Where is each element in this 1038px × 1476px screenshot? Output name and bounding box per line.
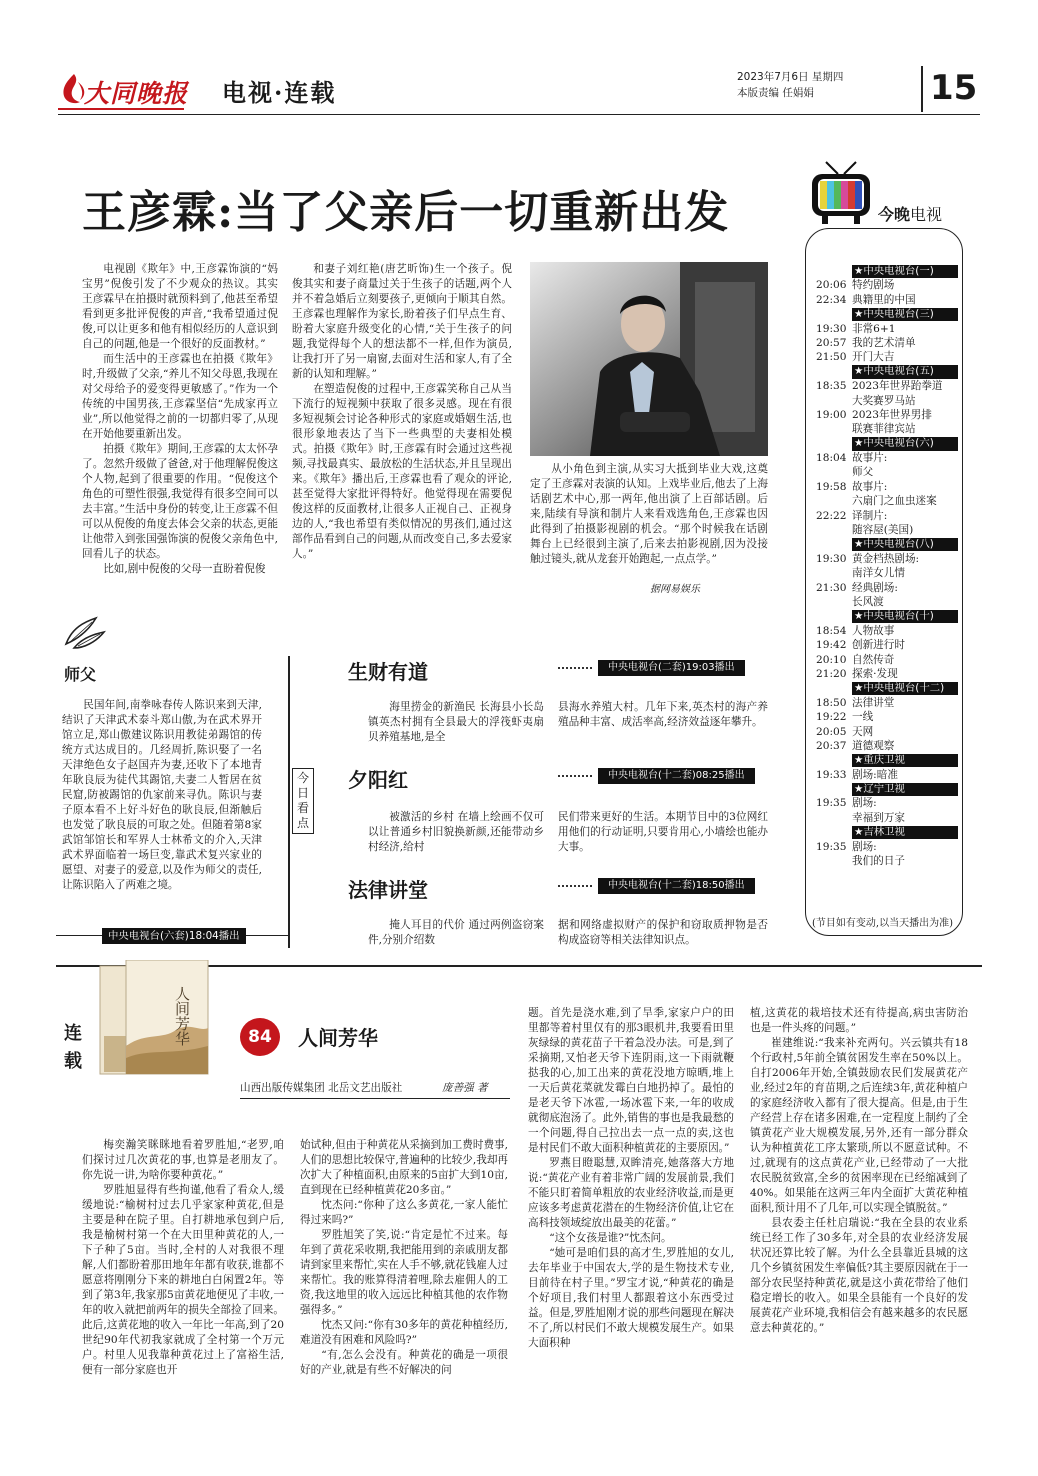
feature-paragraph: 在塑造倪俊的过程中,王彦霖笑称自己从当下流行的短视频中获取了很多灵感。现在有很多短视频会讨论各种形式的家庭或婚姻生活,也很形象地表达了当下一些典型的夫妻相处模式。拍摄《欺年》时,王彦霖有时会通过这些视频,寻找最真实、最放松的生活状态,并且呈现出来。《欺年》播出后,王彦霖也看了观众的评论,甚至觉得大家批评得特好。他觉得现在需要倪俊这样的反面教材,让很多人正视自己、正视身边的人,“我也希望有类似情况的男孩们,通过这部作品看到自己的问题,从而改变自己,多去爱家人。”: [292, 383, 512, 560]
issue-date: 2023年7月6日 星期四: [737, 71, 844, 83]
tv-program-name: 一线: [852, 711, 874, 724]
logo-underline: [58, 108, 184, 110]
tv-program-row: [812, 768, 958, 782]
serial-paragraph: 植,这黄花的栽培技术还有待提高,病虫害防治也是一件头疼的问题。”: [750, 1007, 968, 1034]
tv-program-time: [812, 394, 852, 408]
program-airtime-text: 中央电视台(十二套)08:25播出: [598, 768, 755, 784]
tv-program-time: [812, 811, 852, 825]
tv-program-time: 19:58: [816, 480, 847, 493]
tv-program-row: [812, 854, 958, 868]
section-title: 电视·连载: [222, 78, 337, 107]
tv-program-time: 20:05: [816, 725, 847, 738]
tv-program-name: 故事片:: [852, 480, 888, 493]
tv-program-row: [812, 394, 958, 408]
serial-paragraph: 始试种,但由于种黄花从采摘到加工费时费事,人们的思想比较保守,普遍种的比较少,我却再次扩大了种植面积,由原来的5亩扩大到10亩,直到现在已经种植黄花20多亩。”: [300, 1139, 508, 1196]
tv-program-name: 道德观察: [852, 739, 895, 752]
tv-program-name: 南洋女儿情: [852, 567, 905, 580]
tv-program-time: 22:34: [816, 293, 847, 306]
feature-paragraph: 电视剧《欺年》中,王彦霖饰演的“妈宝男”倪俊引发了不少观众的热议。其实王彦霖早在拍摄时就预料到了,他甚至希望看到更多批评倪俊的声音,“我希望通过倪俊,可以让更多和他有相似经历的人意识到自己的问题,他是一个很好的反面教材。”: [82, 263, 278, 350]
movie-title: 师父: [64, 665, 97, 684]
logo-text: 大同晚报: [84, 79, 189, 108]
tv-tonight-title-bold: 今晚: [878, 205, 911, 224]
serial-paragraph: 题。首先是浇水难,到了旱季,家家户户的田里都等着村里仅有的那3眼机井,我要看田里灰绿绿的黄花苗子干着急没办法。可是,到了采摘期,又怕老天爷下连阴雨,这一下雨就鞭挞我的心,加工出来的黄花没地方晾晒,堆上一天后黄花菜就发霉白白地扔掉了。最怕的是老天爷下冰雹,一场冰雹下来,一年的收成就彻底泡汤了。此外,销售的事也是我最愁的一个问题,得自己拉出去一点一点的卖,这也是村民们不敢大面积种植黄花的主要原因。”: [528, 1007, 734, 1154]
tv-program-time: [812, 422, 852, 436]
feature-paragraph: 和妻子刘红艳(唐艺昕饰)生一个孩子。倪俊其实和妻子商量过关于生孩子的话题,两个人并不着急婚后立刻要孩子,更倾向于顺其自然。王彦霖也理解作为家长,盼着孩子们早点生育、盼着大家庭升级变化的心情,“关于生孩子的问题,我觉得每个人的想法都不一样,但作为演员,让我打开了另一扇窗,去面对生活和家人,有了全新的认知和理解。”: [292, 263, 512, 380]
tv-program-row: [812, 322, 958, 336]
tv-channel-header: ★中央电视台(六): [852, 437, 958, 450]
serial-paragraph: 罗胜旭笑了笑,说:“肯定是忙不过来。每年到了黄花采收期,我把能用到的亲戚朋友都请到家里来帮忙,实在人手不够,就花钱雇人过来帮忙。我的账算得清着哩,除去雇佣人的工资,我这地里的收入远远比种植其他的农作物强得多。”: [300, 1229, 508, 1316]
program-airtime-text: 中央电视台(二套)19:03播出: [598, 660, 745, 676]
tv-program-row: [812, 523, 958, 537]
header-rule: [58, 114, 980, 115]
tv-program-row: [812, 451, 958, 465]
tv-schedule-list: [812, 264, 958, 868]
program-title: 夕阳红: [348, 768, 408, 792]
tv-program-name: 2023年世界跆拳道: [852, 380, 943, 393]
serial-column-4: [750, 1006, 968, 1430]
tv-program-name: 幸福到万家: [852, 811, 905, 824]
tv-program-row: [812, 422, 958, 436]
tv-program-time: 20:57: [816, 336, 847, 349]
tv-tonight-title-rest: 电视: [910, 205, 943, 224]
tv-program-row: [812, 638, 958, 652]
movie-synopsis-text: 民国年间,南拳咏春传人陈识来到天津,结识了天津武术泰斗郑山傲,为在武术界开馆立足,郑山傲建议陈识用教徒弟踢馆的传统方式达成目的。几经周折,陈识娶了一名天津绝色女子赵国卉为妻,还收下了本地青年耿良辰为徒代其踢馆,夫妻二人暂居在贫民窟,防被踢馆的仇家前来寻仇。陈识与妻子原本看不上好斗好色的耿良辰,但渐触后也发觉了耿良辰的可取之处。但随着第8家武馆邹馆长和军界人士林希文的介入,天津武术界面临着一场巨变,靠武术复兴家业的愿望、对妻子的爱意,以及作为师父的责任,让陈识陷入了两难之境。: [62, 699, 262, 891]
serial-paragraph: 梅奕瀚笑眯眯地看着罗胜旭,“老罗,咱们探讨过几次黄花的事,也算是老朋友了。你先说一讲,为啥你要种黄花。”: [82, 1139, 284, 1181]
tv-program-row: [812, 710, 958, 724]
serial-paragraph: 忱杰问:“你种了这么多黄花,一家人能忙得过来吗?”: [300, 1199, 508, 1226]
page-number-divider: [921, 66, 923, 112]
tv-program-name: 天网: [852, 725, 874, 738]
tv-program-time: 21:50: [816, 351, 847, 364]
tv-program-time: 19:00: [816, 408, 847, 421]
tv-program-row: [812, 379, 958, 393]
tv-program-name: 我们的日子: [852, 855, 905, 868]
tv-program-row: [812, 509, 958, 523]
feature-paragraph: 拍摄《欺年》期间,王彦霖的太太怀孕了。忽然升级做了爸爸,对于他理解倪俊这个人物,起到了很重要的作用。“倪俊这个角色的可塑性很强,我觉得有很多空间可以去丰富。”生活中身份的转变,让王彦霖不但可以从倪俊的角度去体会父亲的状态,更能让他带入到张国强饰演的倪俊父亲角色中,回看儿子的状态。: [82, 443, 278, 560]
dotted-rule: [558, 667, 592, 669]
tv-program-time: [812, 854, 852, 868]
tv-program-row: [812, 350, 958, 364]
tv-channel-header: ★中央电视台(八): [852, 538, 958, 551]
tv-channel-header: ★中央电视台(三): [852, 308, 958, 321]
tv-channel-header: ★吉林卫视: [852, 826, 958, 839]
program-summary-left: [368, 810, 544, 856]
episode-number-badge: 84: [240, 1018, 280, 1056]
tv-program-time: 18:54: [816, 624, 847, 637]
program-airtime: [558, 768, 755, 784]
tv-program-name: 法律讲堂: [852, 696, 895, 709]
movie-airtime-tag: 中央电视台(六套)18:04播出: [102, 928, 246, 944]
program-summary-left: [368, 918, 544, 952]
tv-program-time: 19:35: [816, 797, 847, 810]
program-summary-text: 海里捞金的新渔民 长海县小长岛镇英杰村拥有全县最大的浮筏虾夷扇贝养殖基地,是全: [368, 701, 544, 743]
serial-author: 庞善强 著: [442, 1082, 488, 1094]
program-airtime: [558, 878, 755, 894]
serial-paragraph: “她可是咱们县的高才生,罗胜旭的女儿,去年毕业于中国农大,学的是生物技术专业,目前待在村子里。”罗宝才说,“种黄花的确是个好项目,我们村里人都跟着这小东西受过益。但是,罗胜旭刚才说的那些问题现在解决不了,所以村民们不敢大规模发展生产。如果大面积种: [528, 1247, 734, 1349]
tv-program-name: 联赛菲律宾站: [852, 423, 916, 436]
tv-program-name: 随容屋(美国): [852, 524, 914, 537]
tv-channel-header: ★中央电视台(一): [852, 265, 958, 278]
program-title: 法律讲堂: [348, 878, 428, 902]
tv-channel-header: ★中央电视台(十二): [852, 682, 958, 695]
tv-program-name: 长风渡: [852, 595, 884, 608]
program-airtime: [558, 660, 745, 676]
tv-channel-header: ★中央电视台(五): [852, 365, 958, 378]
tv-program-name: 师父: [852, 466, 874, 479]
tv-program-row: [812, 293, 958, 307]
tv-program-row: [812, 725, 958, 739]
tv-program-time: 20:10: [816, 653, 847, 666]
tv-program-name: 特约剧场: [852, 279, 895, 292]
tv-program-time: 21:30: [816, 581, 847, 594]
tv-program-row: [812, 624, 958, 638]
tv-program-name: 探索·发现: [852, 667, 898, 680]
tv-program-name: 创新进行时: [852, 639, 905, 652]
highlights-label: 今日看点: [292, 768, 314, 834]
tv-program-time: [812, 595, 852, 609]
tv-program-row: [812, 408, 958, 422]
serial-title: 人间芳华: [298, 1026, 378, 1050]
tv-program-row: [812, 840, 958, 854]
tv-program-time: 18:50: [816, 696, 847, 709]
tv-program-name: 开门大吉: [852, 351, 895, 364]
newspaper-logo: [58, 70, 189, 110]
tv-program-name: 剧场:暗准: [852, 768, 898, 781]
tv-program-row: [812, 336, 958, 350]
program-summary-text: 县海水养殖大村。几年下来,英杰村的海产养殖品种丰富、成活率高,经济效益逐年攀升。: [558, 701, 768, 728]
program-summary-text: 掩人耳目的代价 通过两例盗窃案件,分别介绍数: [368, 919, 544, 946]
tv-program-row: [812, 696, 958, 710]
feature-headline: 王彦霖:当了父亲后一切重新出发: [82, 187, 730, 238]
program-summary-right: [558, 810, 768, 856]
tv-program-name: 黄金档热剧场:: [852, 552, 920, 565]
tv-program-name: 我的艺术清单: [852, 336, 916, 349]
tv-program-time: 19:33: [816, 768, 847, 781]
book-cover-image: [96, 960, 226, 1078]
tv-program-name: 典籍里的中国: [852, 293, 916, 306]
program-summary-text: 民们带来更好的生活。本期节目中的3位网红用他们的行动证明,只要肯用心,小墙绘也能办大事。: [558, 811, 768, 853]
page-editor: 本版责编 任娟娟: [737, 87, 814, 99]
feature-column-2: [292, 262, 512, 592]
tv-program-row: [812, 480, 958, 494]
tv-program-time: 18:35: [816, 380, 847, 393]
program-airtime-text: 中央电视台(十二套)18:50播出: [598, 878, 755, 894]
tv-program-name: 故事片:: [852, 452, 888, 465]
photo-credit: 据网易娱乐: [650, 584, 700, 595]
tv-program-time: [812, 523, 852, 537]
tv-program-row: [812, 278, 958, 292]
tv-program-time: 21:20: [816, 667, 847, 680]
tv-set-icon: [808, 160, 878, 228]
tv-schedule-note: (节目如有变动,以当天播出为准): [812, 918, 953, 929]
serial-byline-rule: [240, 1098, 510, 1099]
photo-caption: [530, 462, 768, 580]
serial-column-3: [528, 1006, 734, 1430]
program-title: 生财有道: [348, 660, 428, 684]
feature-paragraph: 比如,剧中倪俊的父母一直盼着倪俊: [103, 563, 266, 575]
book-cover-title: 人间芳华: [173, 986, 191, 1046]
serial-paragraph: 崔建维说:“我来补充两句。兴云镇共有18个行政村,5年前全镇贫困发生率在50%以上。自打2006年开始,全镇鼓励农民们发展黄花产业,经过2年的育苗期,之后连续3年,黄花种植户的家庭经济收入都有了很大提高。但是,由于生产经营上存在诸多困难,在一定程度上制约了全镇黄花产业大规模发展,另外,还有一部分群众认为种植黄花工序太繁琐,所以不愿意试种。不过,就现有的这点黄花产业,已经带动了一大批农民脱贫致富,全乡的贫困率现在已经缩减到了40%。如果能在这两三年内全面扩大黄花种植面积,预计用不了几年,可以实现全镇脱贫。”: [750, 1037, 968, 1214]
tv-channel-header: ★重庆卫视: [852, 754, 958, 767]
serial-paragraph: 罗胜旭显得有些拘谨,他看了看众人,缓缓地说:“榆树村过去几乎家家种黄花,但是主要是种在院子里。自打耕地承包到户后,我是榆树村第一个在大田里种黄花的人,一下子种了5亩。当时,全村的人对我很不理解,人们都盼着那田地年年都有收获,谁都不愿意将刚刚分下来的耕地白白闲置2年。等到了第3年,我家那5亩黄花地便见了丰收,一年的收入就把前两年的损失全部捡了回来。此后,这黄花地的收入一年比一年高,到了20世纪90年代初我家就成了全村第一个万元户。村里人见我靠种黄花过上了富裕生活,便有一部分家庭也开: [82, 1184, 284, 1376]
serial-paragraph: 县农委主任杜启瑞说:“我在全县的农业系统已经工作了30多年,对全县的农业经济发展状况还算比较了解。为什么全县靠近县城的这几个乡镇贫困发生率偏低?其主要原因就在于一部分农民坚持种黄花,就是这小黄花带给了他们稳定增长的收入。如果全县能有一个良好的发展黄花产业环境,我相信会有越来越多的农民愿意去种黄花的。”: [750, 1217, 968, 1334]
tv-program-row: [812, 811, 958, 825]
tv-channel-header: ★辽宁卫视: [852, 783, 958, 796]
serial-label: 连载: [64, 1023, 82, 1072]
tv-program-time: [812, 494, 852, 508]
serial-paragraph: “这个女孩是谁?”忱杰问。: [549, 1232, 672, 1244]
flower-ornament-icon: [62, 614, 106, 652]
dotted-rule: [558, 775, 592, 777]
tv-program-time: 20:06: [816, 279, 847, 292]
serial-paragraph: “有,怎么会没有。种黄花的确是一项很好的产业,就是有些不好解决的问: [300, 1349, 508, 1376]
tv-program-row: [812, 552, 958, 566]
serial-column-1: [82, 1138, 284, 1428]
tv-program-row: [812, 739, 958, 753]
tv-program-row: [812, 653, 958, 667]
tv-program-time: 19:30: [816, 322, 847, 335]
tv-program-name: 剧场:: [852, 840, 877, 853]
tv-tonight-title: [878, 202, 942, 225]
tv-program-time: [812, 566, 852, 580]
tv-program-row: [812, 667, 958, 681]
program-summary-text: 据和网络虚拟财产的保护和窃取质押物是否构成盗窃等相关法律知识点。: [558, 919, 768, 946]
movie-synopsis: [62, 698, 262, 910]
program-summary-text: 被激活的乡村 在墙上绘画不仅可以让普通乡村旧貌换新颜,还能带动乡村经济,给村: [368, 811, 544, 853]
tv-program-name: 剧场:: [852, 797, 877, 810]
tv-program-time: 20:37: [816, 739, 847, 752]
tv-program-name: 2023年世界男排: [852, 408, 932, 421]
tv-program-name: 人物故事: [852, 624, 895, 637]
tv-program-time: 19:42: [816, 639, 847, 652]
photo-caption-text: 从小角色到主演,从实习大抵到毕业大戏,这奠定了王彦霖对表演的认知。上戏毕业后,他去了上海话剧艺术中心,那一两年,他出演了上百部话剧。后来,陆续有导演和制片人来看戏选角色,王彦霖也因此得到了拍摄影视剧的机会。“那个时候我在话剧舞台上已经很到主演了,后来去拍影视剧,因为没接触过镜头,就从龙套开始跑起,一点点学。”: [530, 463, 768, 565]
feature-paragraph: 而生活中的王彦霖也在拍摄《欺年》时,升级做了父亲,“养儿不知父母恩,我现在对父母给予的爱变得更敏感了。”作为一个传统的中国男孩,王彦霖坚信“先成家再立业”,所以他觉得之前的一切都归零了,从现在开始他要重新出发。: [82, 353, 278, 440]
serial-paragraph: 忱杰又问:“你有30多年的黄花种植经历,难道没有困难和风险吗?”: [300, 1319, 508, 1346]
tv-program-name: 六扇门之血虫迷案: [852, 495, 937, 508]
serial-column-2: [300, 1138, 508, 1428]
tv-program-name: 非常6+1: [852, 322, 896, 335]
tv-program-name: 译制片:: [852, 509, 888, 522]
tv-program-time: 22:22: [816, 509, 847, 522]
tv-program-row: [812, 796, 958, 810]
page-number: 15: [930, 68, 978, 108]
tv-program-time: 19:35: [816, 840, 847, 853]
tv-program-row: [812, 494, 958, 508]
tv-program-time: 18:04: [816, 452, 847, 465]
dotted-rule: [558, 885, 592, 887]
actor-photo: [530, 262, 768, 456]
tv-program-row: [812, 581, 958, 595]
program-summary-right: [558, 918, 768, 952]
tv-program-name: 自然传奇: [852, 653, 895, 666]
tv-channel-header: ★中央电视台(十): [852, 610, 958, 623]
tv-program-row: [812, 465, 958, 479]
tv-program-time: [812, 465, 852, 479]
tv-program-name: 经典剧场:: [852, 581, 898, 594]
serial-paragraph: 罗燕目瞪聪慧,双眸清亮,她落落大方地说:“黄花产业有着非常广阔的发展前景,我们不能只盯着简单粗放的农业经济收益,而是更应该多考虑黄花潜在的生物经济价值,让它在高科技领域绽放出最美的花蕾。”: [528, 1157, 734, 1229]
serial-publisher: 山西出版传媒集团 北岳文艺出版社: [240, 1082, 403, 1094]
tv-program-time: 19:22: [816, 711, 847, 724]
tv-program-time: 19:30: [816, 552, 847, 565]
feature-column-1: [82, 262, 278, 592]
tv-program-name: 大奖赛罗马站: [852, 394, 916, 407]
tv-program-row: [812, 566, 958, 580]
tv-program-row: [812, 595, 958, 609]
program-summary-left: [368, 700, 544, 746]
program-summary-right: [558, 700, 768, 746]
